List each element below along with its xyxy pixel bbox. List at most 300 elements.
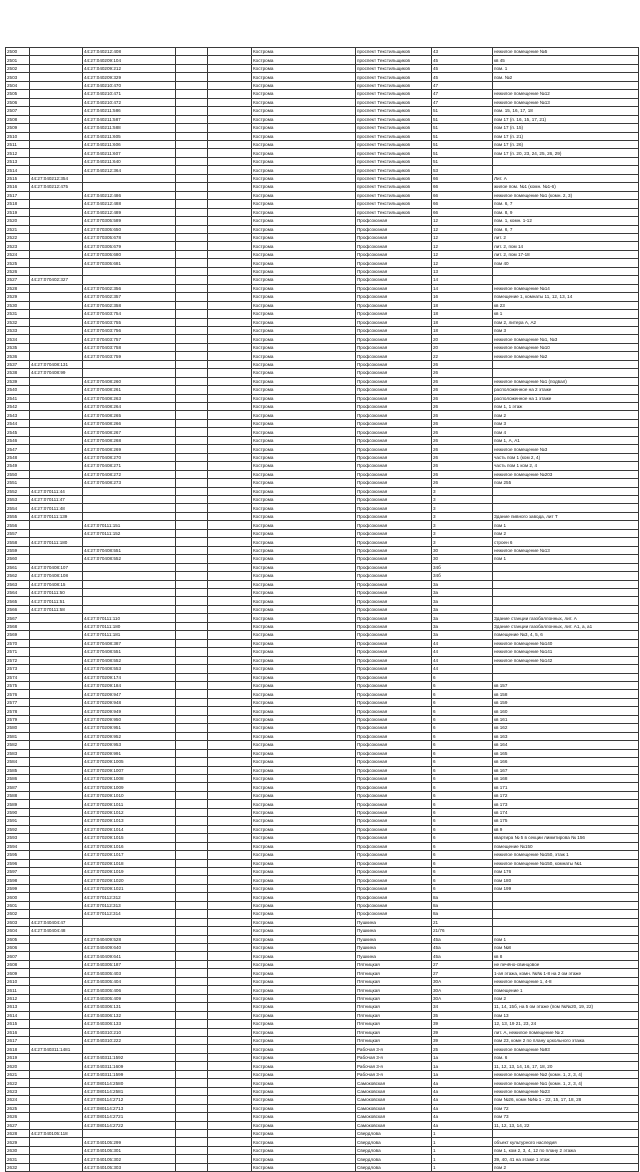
row-number: 2546 — [6, 436, 30, 444]
note-cell: кв 173 — [493, 800, 639, 808]
empty-cell — [208, 631, 252, 639]
cadastral-parent — [30, 419, 83, 427]
cadastral-parent — [30, 546, 83, 554]
city-cell: Кострома — [252, 191, 356, 199]
cadastral-number: 44:27:040311:1599 — [83, 1070, 176, 1078]
row-number: 2625 — [6, 1104, 30, 1112]
cadastral-number: 44:27:070209:1012 — [83, 808, 176, 816]
note-cell: пом 2 — [493, 994, 639, 1002]
register-table-sheet — [0, 47, 640, 1172]
empty-cell — [208, 1079, 252, 1087]
empty-cell — [176, 157, 208, 165]
street-cell: Профсоюзная — [356, 310, 432, 318]
table-row — [6, 614, 639, 622]
house-cell: 6 — [432, 842, 493, 850]
cadastral-parent — [30, 140, 83, 148]
table-row — [6, 1053, 639, 1061]
empty-cell — [176, 360, 208, 368]
empty-cell — [176, 90, 208, 98]
table-row — [6, 851, 639, 859]
empty-cell — [208, 994, 252, 1002]
house-cell: 6 — [432, 766, 493, 774]
empty-cell — [176, 1045, 208, 1053]
note-cell — [493, 918, 639, 926]
table-row — [6, 825, 639, 833]
table-row — [6, 301, 639, 309]
empty-cell — [208, 360, 252, 368]
note-cell — [493, 572, 639, 580]
cadastral-parent — [30, 834, 83, 842]
empty-cell — [176, 352, 208, 360]
house-cell: 4а — [432, 1079, 493, 1087]
city-cell: Кострома — [252, 419, 356, 427]
house-cell: 18 — [432, 318, 493, 326]
cadastral-number: 44:27:070209:949 — [83, 707, 176, 715]
empty-cell — [208, 690, 252, 698]
empty-cell — [208, 960, 252, 968]
empty-cell — [176, 453, 208, 461]
note-cell: нежилое помещение №203 — [493, 470, 639, 478]
city-cell: Кострома — [252, 563, 356, 571]
house-cell: 6 — [432, 791, 493, 799]
table-row — [6, 622, 639, 630]
house-cell: 44 — [432, 648, 493, 656]
cadastral-parent — [30, 124, 83, 132]
city-cell: Кострома — [252, 690, 356, 698]
table-row — [6, 267, 639, 275]
note-cell: пом. 6, 7 — [493, 200, 639, 208]
empty-cell — [176, 1070, 208, 1078]
row-number: 2586 — [6, 774, 30, 782]
house-cell: 25 — [432, 1045, 493, 1053]
street-cell: Профсоюзная — [356, 352, 432, 360]
empty-cell — [208, 724, 252, 732]
empty-cell — [208, 284, 252, 292]
street-cell: Профсоюзная — [356, 453, 432, 461]
city-cell: Кострома — [252, 791, 356, 799]
street-cell: Профсоюзная — [356, 428, 432, 436]
empty-cell — [208, 56, 252, 64]
empty-cell — [208, 893, 252, 901]
city-cell: Кострома — [252, 233, 356, 241]
street-cell: проспект Текстильщиков — [356, 64, 432, 72]
note-cell: кв 45 — [493, 56, 639, 64]
street-cell: Профсоюзная — [356, 893, 432, 901]
cadastral-number: 44:27:080114:2721 — [83, 1113, 176, 1121]
street-cell: проспект Текстильщиков — [356, 81, 432, 89]
empty-cell — [176, 715, 208, 723]
table-row — [6, 217, 639, 225]
row-number: 2605 — [6, 935, 30, 943]
cadastral-number: 44:27:040409:640 — [83, 944, 176, 952]
table-row — [6, 944, 639, 952]
cadastral-parent — [30, 267, 83, 275]
cadastral-parent — [30, 707, 83, 715]
table-row — [6, 774, 639, 782]
empty-cell — [176, 107, 208, 115]
city-cell: Кострома — [252, 259, 356, 267]
empty-cell — [208, 90, 252, 98]
city-cell: Кострома — [252, 867, 356, 875]
cadastral-parent: 44:27:040404:48 — [30, 927, 83, 935]
empty-cell — [176, 800, 208, 808]
street-cell: Профсоюзная — [356, 538, 432, 546]
row-number: 2538 — [6, 369, 30, 377]
cadastral-parent — [30, 1087, 83, 1095]
table-row — [6, 681, 639, 689]
street-cell: Профсоюзная — [356, 808, 432, 816]
note-cell: часть пом 1 (ком 2, 4) — [493, 453, 639, 461]
street-cell: Самоковская — [356, 1121, 432, 1129]
empty-cell — [176, 1062, 208, 1070]
empty-cell — [176, 631, 208, 639]
city-cell: Кострома — [252, 580, 356, 588]
table-row — [6, 512, 639, 520]
house-cell: 26 — [432, 419, 493, 427]
house-cell: 51 — [432, 140, 493, 148]
city-cell: Кострома — [252, 124, 356, 132]
empty-cell — [176, 842, 208, 850]
empty-cell — [208, 749, 252, 757]
cadastral-number: 44:27:070209:1019 — [83, 867, 176, 875]
city-cell: Кострома — [252, 157, 356, 165]
note-cell: пом 199 — [493, 884, 639, 892]
cadastral-parent — [30, 791, 83, 799]
street-cell: Свердлова — [356, 1163, 432, 1171]
table-row — [6, 1087, 639, 1095]
table-row — [6, 969, 639, 977]
cadastral-parent: 44:27:070408:131 — [30, 360, 83, 368]
row-number: 2595 — [6, 851, 30, 859]
street-cell: проспект Текстильщиков — [356, 73, 432, 81]
empty-cell — [176, 639, 208, 647]
empty-cell — [208, 1113, 252, 1121]
city-cell: Кострома — [252, 758, 356, 766]
city-cell: Кострома — [252, 301, 356, 309]
cadastral-parent — [30, 529, 83, 537]
cadastral-number: 44:27:040209:329 — [83, 73, 176, 81]
table-row — [6, 749, 639, 757]
note-cell: кв 159 — [493, 698, 639, 706]
row-number: 2620 — [6, 1062, 30, 1070]
house-cell: 26 — [432, 462, 493, 470]
house-cell: 1а — [432, 1070, 493, 1078]
city-cell: Кострома — [252, 994, 356, 1002]
city-cell: Кострома — [252, 386, 356, 394]
empty-cell — [208, 876, 252, 884]
house-cell: 51 — [432, 115, 493, 123]
table-row — [6, 1130, 639, 1138]
table-row — [6, 284, 639, 292]
cadastral-parent — [30, 698, 83, 706]
house-cell: 26 — [432, 479, 493, 487]
note-cell: часть пом 1 ком 2, 4 — [493, 462, 639, 470]
street-cell: Профсоюзная — [356, 563, 432, 571]
table-row — [6, 419, 639, 427]
empty-cell — [176, 242, 208, 250]
table-row — [6, 783, 639, 791]
street-cell: Профсоюзная — [356, 732, 432, 740]
street-cell: Самоковская — [356, 1113, 432, 1121]
note-cell: жилое пом. №1 (комн. №1-6) — [493, 183, 639, 191]
street-cell: Самоковская — [356, 1104, 432, 1112]
empty-cell — [176, 1037, 208, 1045]
empty-cell — [208, 681, 252, 689]
empty-cell — [176, 563, 208, 571]
street-cell: Профсоюзная — [356, 335, 432, 343]
cadastral-number: 44:27:040306:132 — [83, 1011, 176, 1019]
house-cell: 14 — [432, 276, 493, 284]
row-number: 2571 — [6, 648, 30, 656]
empty-cell — [176, 496, 208, 504]
row-number: 2537 — [6, 360, 30, 368]
street-cell: Свердлова — [356, 1138, 432, 1146]
cadastral-number: 44:27:040210:470 — [83, 81, 176, 89]
cadastral-number: 44:27:070408:267 — [83, 428, 176, 436]
city-cell: Кострома — [252, 1003, 356, 1011]
city-cell: Кострома — [252, 597, 356, 605]
cadastral-parent — [30, 614, 83, 622]
city-cell: Кострома — [252, 73, 356, 81]
cadastral-number: 44:27:070305:679 — [83, 242, 176, 250]
row-number: 2594 — [6, 842, 30, 850]
table-row — [6, 901, 639, 909]
empty-cell — [208, 715, 252, 723]
note-cell: строен 6 — [493, 538, 639, 546]
house-cell: 21 — [432, 918, 493, 926]
note-cell: кв 168 — [493, 774, 639, 782]
cadastral-parent — [30, 986, 83, 994]
city-cell: Кострома — [252, 851, 356, 859]
note-cell: нежилое помещение №140 — [493, 639, 639, 647]
row-number: 2545 — [6, 428, 30, 436]
street-cell: Профсоюзная — [356, 512, 432, 520]
cadastral-number: 44:27:070408:387 — [83, 639, 176, 647]
cadastral-parent: 44:27:070111:48 — [30, 504, 83, 512]
cadastral-number: 44:27:070403:758 — [83, 343, 176, 351]
house-cell: 1 — [432, 1130, 493, 1138]
empty-cell — [176, 1053, 208, 1061]
row-number: 2557 — [6, 529, 30, 537]
street-cell: Пушкина — [356, 927, 432, 935]
cadastral-number — [83, 927, 176, 935]
table-row — [6, 741, 639, 749]
table-row — [6, 994, 639, 1002]
cadastral-parent — [30, 64, 83, 72]
cadastral-number: 44:27:070403:754 — [83, 310, 176, 318]
table-row — [6, 208, 639, 216]
table-row — [6, 758, 639, 766]
cadastral-number: 44:27:040211:606 — [83, 140, 176, 148]
street-cell: Пушкина — [356, 952, 432, 960]
note-cell: нежилое помещение №1 (подвал) — [493, 377, 639, 385]
house-cell: 18 — [432, 310, 493, 318]
empty-cell — [176, 944, 208, 952]
city-cell: Кострома — [252, 115, 356, 123]
cadastral-number: 44:27:040310:210 — [83, 1028, 176, 1036]
cadastral-number — [83, 183, 176, 191]
cadastral-number: 44:27:070403:759 — [83, 352, 176, 360]
cadastral-number: 44:27:040409:528 — [83, 935, 176, 943]
cadastral-number: 44:27:070408:552 — [83, 555, 176, 563]
row-number: 2572 — [6, 656, 30, 664]
cadastral-parent — [30, 1138, 83, 1146]
table-row — [6, 411, 639, 419]
row-number: 2597 — [6, 867, 30, 875]
empty-cell — [208, 766, 252, 774]
city-cell: Кострома — [252, 1163, 356, 1171]
row-number: 2505 — [6, 90, 30, 98]
house-cell: 27 — [432, 960, 493, 968]
house-cell: 66 — [432, 183, 493, 191]
cadastral-number: 44:27:040212:486 — [83, 191, 176, 199]
house-cell: 45 — [432, 56, 493, 64]
city-cell: Кострома — [252, 411, 356, 419]
row-number: 2509 — [6, 124, 30, 132]
empty-cell — [208, 200, 252, 208]
table-row — [6, 436, 639, 444]
table-row — [6, 724, 639, 732]
cadastral-number: 44:27:070209:1021 — [83, 884, 176, 892]
house-cell: 3а — [432, 589, 493, 597]
cadastral-number: 44:27:070111:181 — [83, 631, 176, 639]
street-cell: Профсоюзная — [356, 504, 432, 512]
empty-cell — [208, 445, 252, 453]
empty-cell — [176, 622, 208, 630]
row-number: 2581 — [6, 732, 30, 740]
note-cell: квартира № 5 в секции лимитирова № 156 — [493, 834, 639, 842]
empty-cell — [176, 326, 208, 334]
cadastral-parent — [30, 969, 83, 977]
row-number: 2516 — [6, 183, 30, 191]
cadastral-number: 44:27:070305:589 — [83, 217, 176, 225]
city-cell: Кострома — [252, 1113, 356, 1121]
cadastral-parent — [30, 318, 83, 326]
empty-cell — [208, 1138, 252, 1146]
street-cell: Профсоюзная — [356, 225, 432, 233]
empty-cell — [176, 1011, 208, 1019]
street-cell: Профсоюзная — [356, 580, 432, 588]
house-cell: 4а — [432, 1121, 493, 1129]
city-cell: Кострома — [252, 81, 356, 89]
empty-cell — [176, 335, 208, 343]
row-number: 2585 — [6, 766, 30, 774]
cadastral-number — [83, 369, 176, 377]
street-cell: Профсоюзная — [356, 386, 432, 394]
row-number: 2550 — [6, 470, 30, 478]
note-cell — [493, 589, 639, 597]
cadastral-number — [83, 589, 176, 597]
cadastral-number: 44:27:070111:152 — [83, 529, 176, 537]
street-cell: Профсоюзная — [356, 834, 432, 842]
empty-cell — [176, 132, 208, 140]
row-number: 2579 — [6, 715, 30, 723]
empty-cell — [176, 859, 208, 867]
cadastral-parent — [30, 808, 83, 816]
table-row — [6, 352, 639, 360]
empty-cell — [176, 960, 208, 968]
cadastral-parent — [30, 622, 83, 630]
row-number: 2629 — [6, 1138, 30, 1146]
empty-cell — [208, 428, 252, 436]
row-number: 2535 — [6, 343, 30, 351]
table-row — [6, 140, 639, 148]
row-number: 2543 — [6, 411, 30, 419]
city-cell: Кострома — [252, 715, 356, 723]
empty-cell — [208, 64, 252, 72]
cadastral-number: 44:27:040211:605 — [83, 132, 176, 140]
note-cell: нежилое помещение №93 — [493, 1045, 639, 1053]
street-cell: Профсоюзная — [356, 403, 432, 411]
cadastral-number: 44:27:070209:952 — [83, 732, 176, 740]
empty-cell — [176, 436, 208, 444]
city-cell: Кострома — [252, 140, 356, 148]
city-cell: Кострома — [252, 1062, 356, 1070]
cadastral-parent — [30, 453, 83, 461]
empty-cell — [176, 174, 208, 182]
empty-cell — [176, 462, 208, 470]
cadastral-number: 44:27:040310:222 — [83, 1037, 176, 1045]
house-cell: 3а — [432, 631, 493, 639]
city-cell: Кострома — [252, 521, 356, 529]
table-row — [6, 597, 639, 605]
note-cell: кв 166 — [493, 758, 639, 766]
house-cell: 14 — [432, 284, 493, 292]
empty-cell — [208, 504, 252, 512]
city-cell: Кострома — [252, 335, 356, 343]
cadastral-number — [83, 504, 176, 512]
table-row — [6, 149, 639, 157]
table-row — [6, 233, 639, 241]
house-cell: 30 — [432, 546, 493, 554]
house-cell: 12 — [432, 250, 493, 258]
cadastral-number: 44:27:040105:303 — [83, 1163, 176, 1171]
house-cell: 22 — [432, 352, 493, 360]
house-cell: 1а — [432, 1062, 493, 1070]
empty-cell — [176, 529, 208, 537]
row-number: 2518 — [6, 200, 30, 208]
empty-cell — [208, 918, 252, 926]
table-row — [6, 90, 639, 98]
city-cell: Кострома — [252, 834, 356, 842]
city-cell: Кострома — [252, 639, 356, 647]
note-cell — [493, 563, 639, 571]
house-cell: 13 — [432, 267, 493, 275]
table-row — [6, 98, 639, 106]
city-cell: Кострома — [252, 1011, 356, 1019]
note-cell — [493, 901, 639, 909]
row-number: 2521 — [6, 225, 30, 233]
table-row — [6, 1003, 639, 1011]
table-row — [6, 529, 639, 537]
table-row — [6, 504, 639, 512]
cadastral-parent — [30, 665, 83, 673]
empty-cell — [176, 1163, 208, 1171]
cadastral-number: 44:27:070403:755 — [83, 318, 176, 326]
row-number: 2600 — [6, 893, 30, 901]
note-cell: нежилое помещение №1 (комн. 1, 2, 3, 4) — [493, 1079, 639, 1087]
cadastral-number — [83, 1045, 176, 1053]
note-cell: пом. 1 — [493, 64, 639, 72]
cadastral-parent — [30, 428, 83, 436]
table-row — [6, 791, 639, 799]
empty-cell — [176, 969, 208, 977]
cadastral-number: 44:27:070209:174 — [83, 673, 176, 681]
note-cell: кв 161 — [493, 715, 639, 723]
city-cell: Кострома — [252, 217, 356, 225]
street-cell: Профсоюзная — [356, 555, 432, 563]
empty-cell — [176, 1155, 208, 1163]
